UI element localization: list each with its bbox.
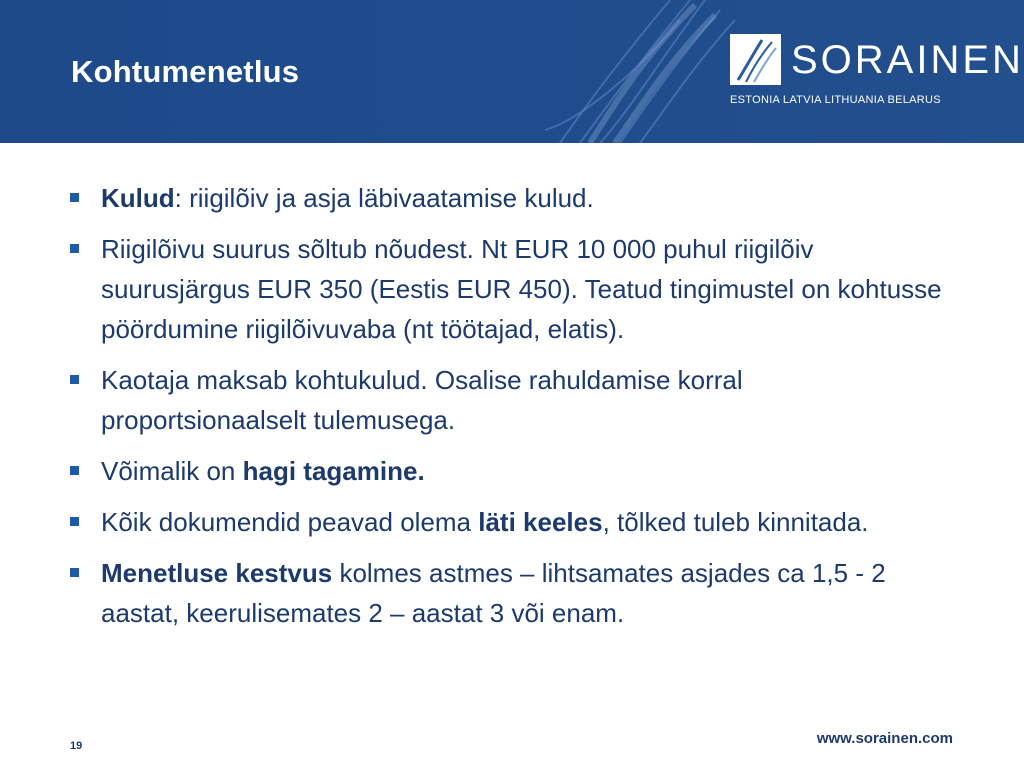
list-item-text: Kõik dokumendid peavad olema xyxy=(101,507,479,537)
square-bullet-icon xyxy=(70,466,79,475)
sorainen-logo xyxy=(730,34,1024,114)
logo-mark-icon xyxy=(730,34,781,85)
list-item-text: kolmes astmes – lihtsamates asjades ca 1,5 - 2 aastat, keerulisemates 2 – aastat 3 või enam. xyxy=(101,558,886,628)
logo-countries: ESTONIA LATVIA LITHUANIA BELARUS xyxy=(730,94,941,106)
list-item xyxy=(70,360,950,440)
list-item-text: Riigilõivu suurus sõltub nõudest. Nt EUR 10 000 puhul riigilõiv suurusjärgus EUR 350 (Eestis EUR 450). Teatud tingimustel on kohtusse pöördumine riigilõivuvaba (nt töötajad, elatis). xyxy=(101,234,942,344)
slide-title: Kohtumenetlus xyxy=(71,54,300,89)
bullet-list xyxy=(70,178,950,644)
list-item xyxy=(70,178,950,218)
bold-term: Menetluse kestvus xyxy=(101,558,333,588)
list-item xyxy=(70,502,950,542)
square-bullet-icon xyxy=(70,375,79,384)
list-item-text: , tõlked tuleb kinnitada. xyxy=(602,507,869,537)
square-bullet-icon xyxy=(70,568,79,577)
website-link[interactable]: www.sorainen.com xyxy=(816,730,953,747)
list-item-text: Võimalik on xyxy=(101,456,243,486)
bold-term: hagi tagamine. xyxy=(242,456,425,486)
list-item-text: Kaotaja maksab kohtukulud. Osalise rahuldamise korral proportsionaalselt tulemusega. xyxy=(101,365,743,435)
list-item xyxy=(70,553,950,633)
page-number: 19 xyxy=(70,740,83,752)
list-item xyxy=(70,451,950,491)
bold-term: Kulud xyxy=(101,183,175,213)
header-banner xyxy=(0,0,1024,143)
square-bullet-icon xyxy=(70,193,79,202)
list-item xyxy=(70,229,950,349)
square-bullet-icon xyxy=(70,244,79,253)
square-bullet-icon xyxy=(70,517,79,526)
bold-term: läti keeles xyxy=(478,507,603,537)
list-item-text: : riigilõiv ja asja läbivaatamise kulud. xyxy=(174,183,594,213)
logo-wordmark: SORAINEN xyxy=(791,38,1024,82)
